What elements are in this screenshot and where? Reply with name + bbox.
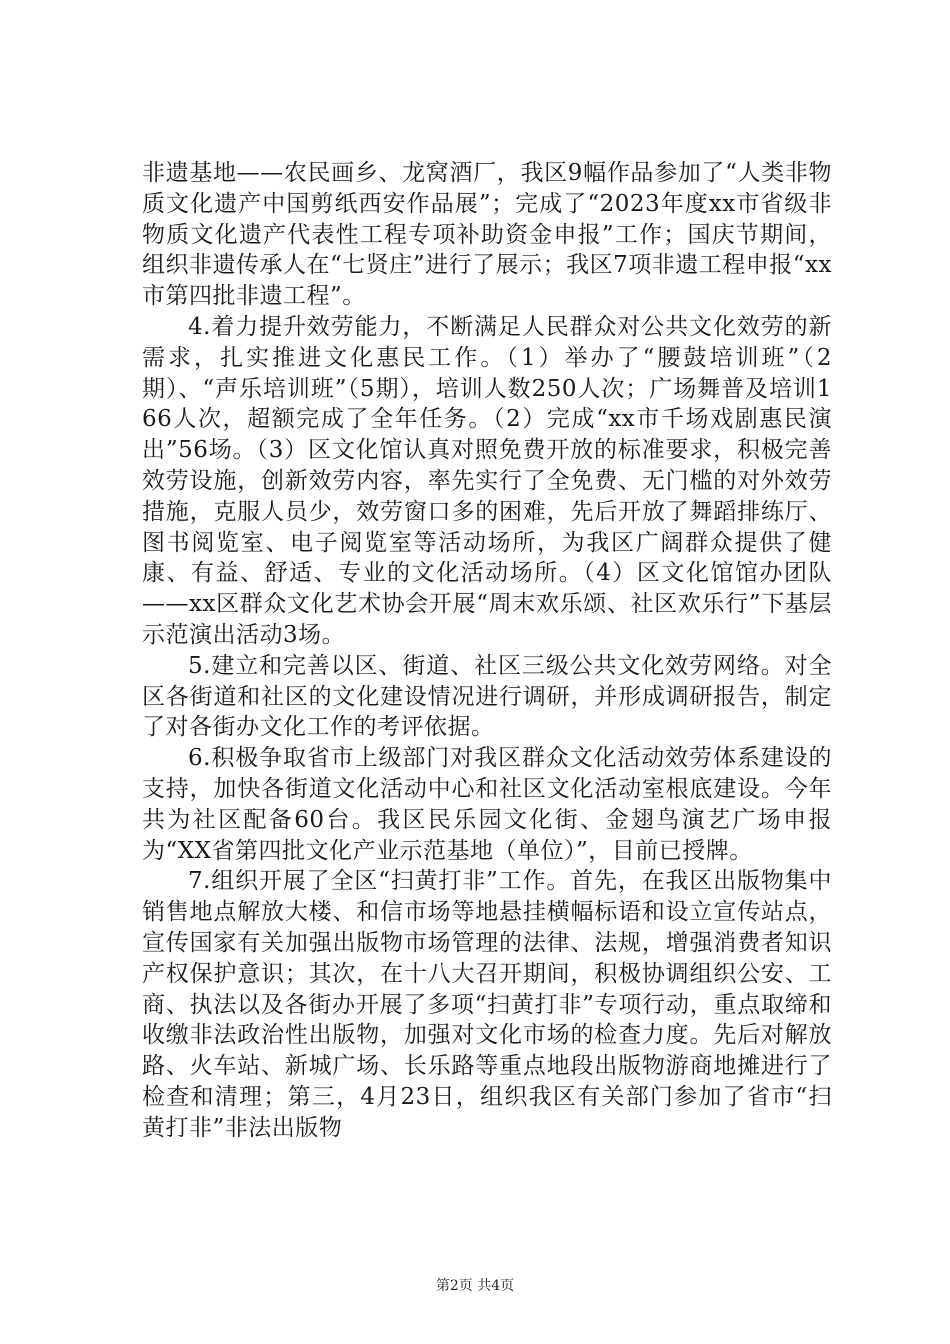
paragraph-item-5: 5.建立和完善以区、街道、社区三级公共文化效劳网络。对全区各街道和社区的文化建设情况进行调研，并形成调研报告，制定了对各街办文化工作的考评依据。 — [142, 652, 832, 741]
page-number-footer: 第2页 共4页 — [435, 1278, 515, 1294]
paragraph-item-4: 4.着力提升效劳能力，不断满足人民群众对公共文化效劳的新需求，扎实推进文化惠民工作。（1）举办了“腰鼓培训班”（2期）、“声乐培训班”（5期），培训人数250人次；广场舞普及培训166人次，超额完成了全年任务。（2）完成“xx市千场戏剧惠民演出”56场。（3）区文化馆认真对照免费开放的标准要求，积极完善效劳设施，创新效劳内容，率先实行了全免费、无门槛的对外效劳措施，克服人员少，效劳窗口多的困难，先后开放了舞蹈排练厅、图书阅览室、电子阅览室等活动场所，为我区广阔群众提供了健康、有益、舒适、专业的文化活动场所。（4）区文化馆馆办团队——xx区群众文化艺术协会开展“周末欢乐颂、社区欢乐行”下基层示范演出活动3场。 — [142, 313, 832, 648]
paragraph-item-7: 7.组织开展了全区“扫黄打非”工作。首先，在我区出版物集中销售地点解放大楼、和信市场等地悬挂横幅标语和设立宣传站点，宣传国家有关加强出版物市场管理的法律、法规，增强消费者知识产权保护意识；其次，在十八大召开期间，积极协调组织公安、工商、执法以及各街办开展了多项“扫黄打非”专项行动，重点取缔和收缴非法政治性出版物，加强对文化市场的检查力度。先后对解放路、火车站、新城广场、长乐路等重点地段出版物游商地摊进行了检查和清理；第三，4月23日，组织我区有关部门参加了省市“扫黄打非”非法出版物 — [142, 868, 832, 1141]
paragraph-item-6: 6.积极争取省市上级部门对我区群众文化活动效劳体系建设的支持，加快各街道文化活动中心和社区文化活动室根底建设。今年共为社区配备60台。我区民乐园文化街、金翅鸟演艺广场申报为“XX省第四批文化产业示范基地（单位）”，目前已授牌。 — [142, 745, 832, 864]
paragraph-continuation: 非遗基地——农民画乡、龙窝酒厂，我区9幅作品参加了“人类非物质文化遗产中国剪纸西安作品展”；完成了“2023年度xx市省级非物质文化遗产代表性工程专项补助资金申报”工作；国庆节期间，组织非遗传承人在“七贤庄”进行了展示；我区7项非遗工程申报“xx市第四批非遗工程”。 — [142, 160, 832, 310]
document-body — [142, 158, 832, 1144]
